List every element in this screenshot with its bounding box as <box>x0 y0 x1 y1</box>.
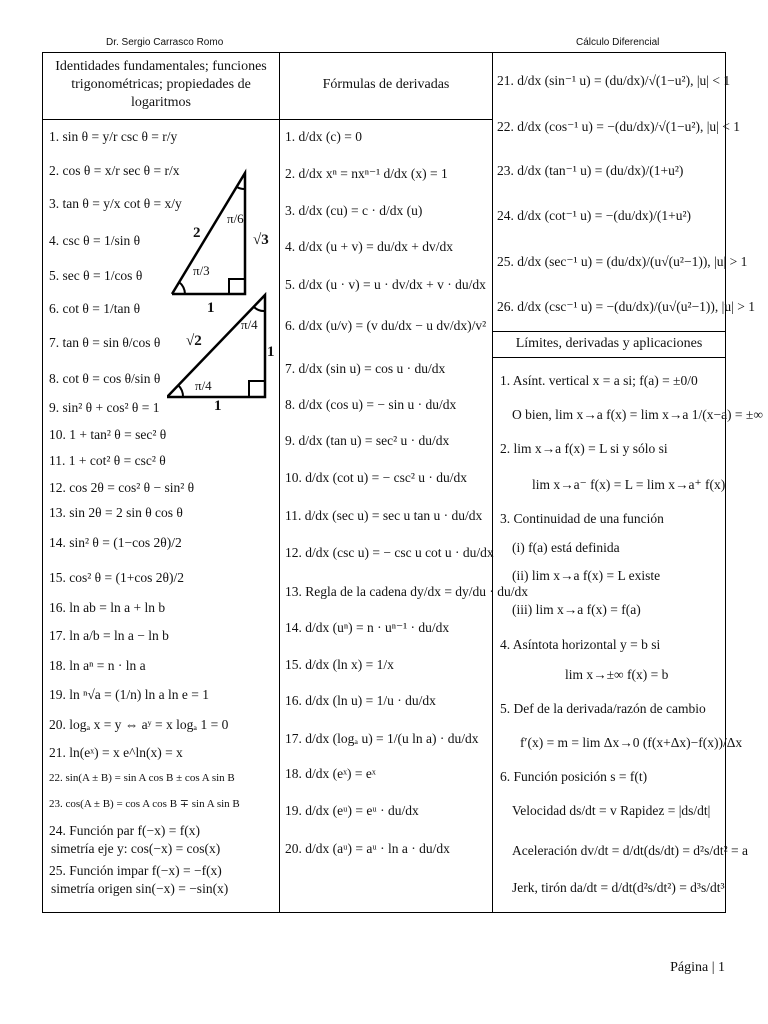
col1-item: 2. cos θ = x/r sec θ = r/x <box>49 163 180 178</box>
triangle-45-45-90 <box>167 295 265 397</box>
col3-item: lim x→±∞ f(x) = b <box>565 667 669 682</box>
col2-item: 9. d/dx (tan u) = sec² u · du/dx <box>285 433 450 448</box>
col1-item: 5. sec θ = 1/cos θ <box>49 268 143 283</box>
col3-item: 5. Def de la derivada/razón de cambio <box>500 701 706 716</box>
column-divider <box>492 53 493 912</box>
col2-item: 7. d/dx (sin u) = cos u · du/dx <box>285 361 446 376</box>
col3-item: f′(x) = m = lim Δx→0 (f(x+Δx)−f(x))/Δx <box>520 735 743 750</box>
col1-item: 9. sin² θ + cos² θ = 1 <box>49 400 160 415</box>
col2-item: 8. d/dx (cos u) = − sin u · du/dx <box>285 397 457 412</box>
col2-item: 10. d/dx (cot u) = − csc² u · du/dx <box>285 470 467 485</box>
col2-item: 18. d/dx (eˣ) = eˣ <box>285 766 376 781</box>
triangle2-angle-top: π/4 <box>241 317 258 332</box>
col1-item: 25. Función impar f(−x) = −f(x) <box>49 863 222 878</box>
col3-subtitle: Límites, derivadas y aplicaciones <box>515 336 703 351</box>
col3-item: 2. lim x→a f(x) = L si y sólo si <box>500 441 668 456</box>
col2-item: 20. d/dx (aᵘ) = aᵘ · ln a · du/dx <box>285 841 450 856</box>
triangle1-side-b: √3 <box>253 232 269 248</box>
col3-item: 22. d/dx (cos⁻¹ u) = −(du/dx)/√(1−u²), |u| < 1 <box>497 119 740 134</box>
row-divider <box>492 357 725 358</box>
col3-item: Jerk, tirón da/dt = d/dt(d²s/dt²) = d³s/dt³ <box>512 880 725 895</box>
triangle1-angle-bottom: π/3 <box>193 263 210 278</box>
col1-item: 18. ln aⁿ = n · ln a <box>49 658 146 673</box>
col3-item: 26. d/dx (csc⁻¹ u) = −(du/dx)/(u√(u²−1)), |u| > 1 <box>497 299 755 314</box>
col2-item: 2. d/dx xⁿ = nxⁿ⁻¹ d/dx (x) = 1 <box>285 166 448 181</box>
col3-item: (i) f(a) está definida <box>512 540 620 555</box>
col3-item: 4. Asíntota horizontal y = b si <box>500 637 661 652</box>
col1-item: 16. ln ab = ln a + ln b <box>49 600 166 615</box>
col2-item: 16. d/dx (ln u) = 1/u · du/dx <box>285 693 436 708</box>
col2-item: 13. Regla de la cadena dy/dx = dy/du · du/dx <box>285 584 529 599</box>
col1-item: simetría eje y: cos(−x) = cos(x) <box>51 841 221 856</box>
col1-item: 11. 1 + cot² θ = csc² θ <box>49 453 166 468</box>
col1-item: 4. csc θ = 1/sin θ <box>49 233 141 248</box>
col1-item: 7. tan θ = sin θ/cos θ <box>49 335 161 350</box>
triangle2-angle-bottom: π/4 <box>195 378 212 393</box>
col3-item: 21. d/dx (sin⁻¹ u) = (du/dx)/√(1−u²), |u| < 1 <box>497 73 731 88</box>
col3-item: O bien, lim x→a f(x) = lim x→a 1/(x−a) = ±∞ <box>512 407 763 422</box>
col2-item: 14. d/dx (uⁿ) = n · uⁿ⁻¹ · du/dx <box>285 620 450 635</box>
col2-item: 19. d/dx (eᵘ) = eᵘ · du/dx <box>285 803 419 818</box>
col1-item: 13. sin 2θ = 2 sin θ cos θ <box>49 505 183 520</box>
col1-item: simetría origen sin(−x) = −sin(x) <box>51 881 229 896</box>
col3-item: 23. d/dx (tan⁻¹ u) = (du/dx)/(1+u²) <box>497 163 684 178</box>
triangle1-side-c: 1 <box>207 300 215 316</box>
column-divider <box>279 53 280 912</box>
col3-item: 24. d/dx (cot⁻¹ u) = −(du/dx)/(1+u²) <box>497 208 692 223</box>
page-number: Página | 1 <box>670 960 725 975</box>
col3-item: (ii) lim x→a f(x) = L existe <box>512 568 661 583</box>
col3-item: 3. Continuidad de una función <box>500 511 664 526</box>
col1-item: 17. ln a/b = ln a − ln b <box>49 628 169 643</box>
triangle1-angle-top: π/6 <box>227 211 244 226</box>
col2-item: 1. d/dx (c) = 0 <box>285 129 362 144</box>
col2-item: 12. d/dx (csc u) = − csc u cot u · du/dx <box>285 545 494 560</box>
col1-item: 1. sin θ = y/r csc θ = r/y <box>49 129 178 144</box>
triangle2-side-b: 1 <box>214 398 222 414</box>
col1-item: 20. logₐ x = y ⇔ aʸ = x logₐ 1 = 0 <box>49 717 229 732</box>
col1-item: 3. tan θ = y/x cot θ = x/y <box>49 196 182 211</box>
col2-item: 6. d/dx (u/v) = (v du/dx − u dv/dx)/v² <box>285 318 487 333</box>
col2-item: 15. d/dx (ln x) = 1/x <box>285 657 394 672</box>
col3-item: 6. Función posición s = f(t) <box>500 769 648 784</box>
col2-title: Fórmulas de derivadas <box>322 77 450 92</box>
col1-item: 22. sin(A ± B) = sin A cos B ± cos A sin B <box>49 772 235 784</box>
col3-item: Aceleración dv/dt = d/dt(ds/dt) = d²s/dt² = a <box>512 843 749 858</box>
col1-item: 15. cos² θ = (1+cos 2θ)/2 <box>49 570 184 585</box>
col1-item: 19. ln ⁿ√a = (1/n) ln a ln e = 1 <box>49 687 209 702</box>
col1-item: 12. cos 2θ = cos² θ − sin² θ <box>49 480 195 495</box>
col1-item: 10. 1 + tan² θ = sec² θ <box>49 427 167 442</box>
author-header: Dr. Sergio Carrasco Romo <box>106 37 224 48</box>
col1-item: 21. ln(eˣ) = x e^ln(x) = x <box>49 745 183 760</box>
col3-item: Velocidad ds/dt = v Rapidez = |ds/dt| <box>512 803 711 818</box>
col2-item: 5. d/dx (u · v) = u · dv/dx + v · du/dx <box>285 277 486 292</box>
col2-item: 3. d/dx (cu) = c · d/dx (u) <box>285 203 423 218</box>
formula-table <box>42 52 763 913</box>
triangle2-hypotenuse: √2 <box>186 333 202 349</box>
col1-title: Identidades fundamentales; funciones trigonométricas; propiedades de logaritmos <box>55 59 267 110</box>
row-divider <box>492 331 725 332</box>
col1-item: 6. cot θ = 1/tan θ <box>49 301 141 316</box>
col3-item: (iii) lim x→a f(x) = f(a) <box>512 602 641 617</box>
col1-item: 8. cot θ = cos θ/sin θ <box>49 371 161 386</box>
col1-item: 23. cos(A ± B) = cos A cos B ∓ sin A sin B <box>49 798 240 810</box>
col2-item: 4. d/dx (u + v) = du/dx + dv/dx <box>285 239 453 254</box>
triangle2-side-r: 1 <box>267 344 275 360</box>
row-divider <box>43 119 492 120</box>
special-triangles-figure <box>167 167 279 417</box>
col3-item: 1. Asínt. vertical x = a si; f(a) = ±0/0 <box>500 373 698 388</box>
col2-item: 11. d/dx (sec u) = sec u tan u · du/dx <box>285 508 483 523</box>
col1-item: 24. Función par f(−x) = f(x) <box>49 823 200 838</box>
course-header: Cálculo Diferencial <box>576 37 660 48</box>
col2-item: 17. d/dx (logₐ u) = 1/(u ln a) · du/dx <box>285 731 479 746</box>
col3-item: 25. d/dx (sec⁻¹ u) = (du/dx)/(u√(u²−1)), |u| > 1 <box>497 254 748 269</box>
col3-item: lim x→a⁻ f(x) = L = lim x→a⁺ f(x) <box>532 477 726 492</box>
triangle1-side-a: 2 <box>193 225 201 241</box>
col1-item: 14. sin² θ = (1−cos 2θ)/2 <box>49 535 182 550</box>
